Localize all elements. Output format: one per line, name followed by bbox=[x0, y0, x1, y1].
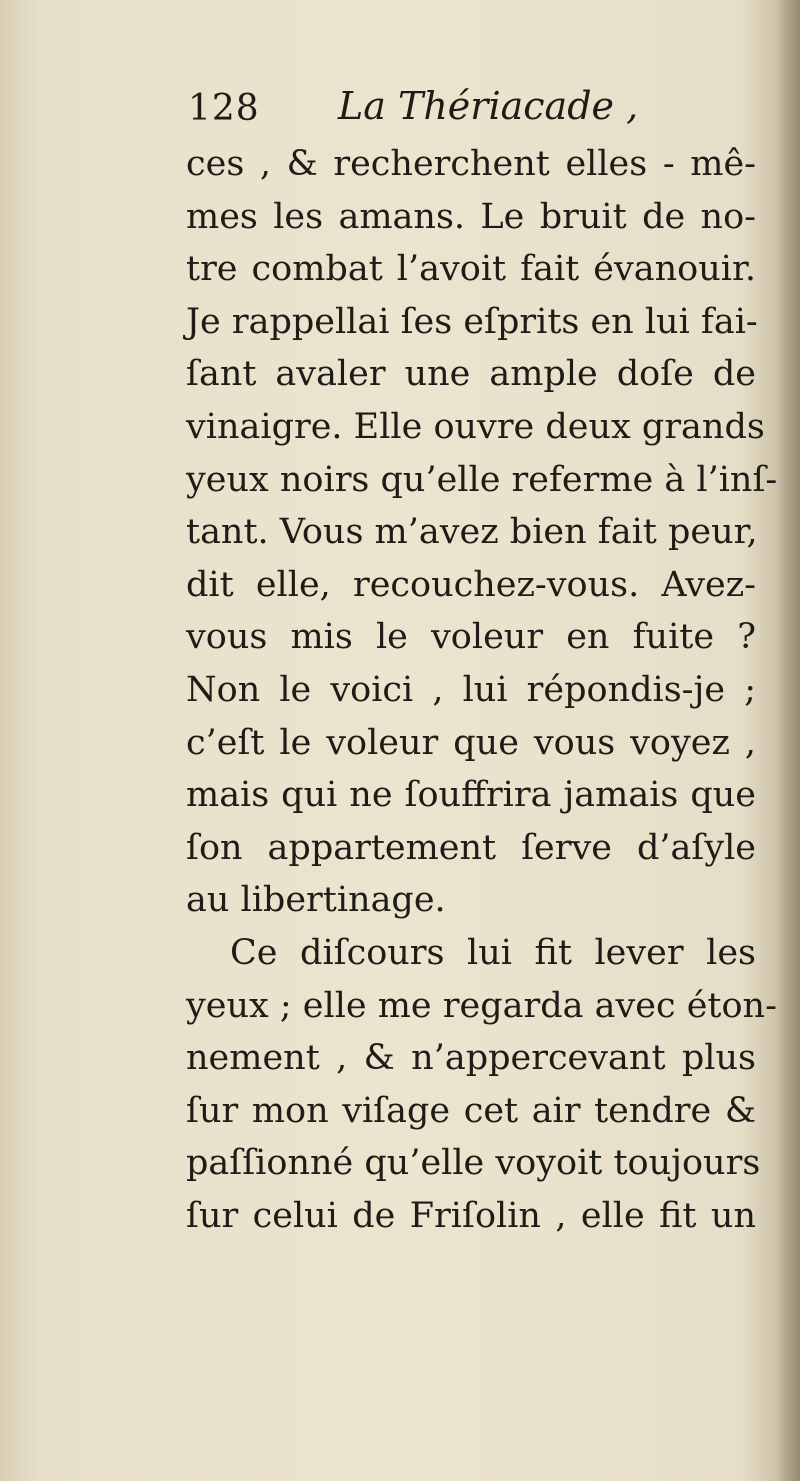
text-line: mais qui ne ſouffrira jamais que bbox=[186, 775, 756, 816]
text-line: tant. Vous m’avez bien fait peur, bbox=[186, 512, 758, 553]
text-line: vous mis le voleur en fuite ? bbox=[186, 617, 756, 658]
text-line: vinaigre. Elle ouvre deux grands bbox=[186, 406, 765, 447]
text-line: dit elle, recouchez-vous. Avez- bbox=[186, 564, 756, 605]
page-edge-shadow bbox=[778, 0, 800, 1481]
text-line: mes les amans. Le bruit de no- bbox=[186, 196, 756, 237]
text-line: ſant avaler une ample doſe de bbox=[186, 354, 756, 395]
text-line: au libertinage. bbox=[186, 880, 446, 921]
text-line: ſon appartement ſerve d’aſyle bbox=[186, 827, 756, 868]
text-line: c’eſt le voleur que vous voyez , bbox=[186, 722, 756, 763]
text-line: Non le voici , lui répondis-je ; bbox=[186, 669, 756, 710]
text-line: nement , & n’appercevant plus bbox=[186, 1038, 756, 1079]
text-line: ſur celui de Friſolin , elle fit un bbox=[186, 1195, 756, 1236]
text-line: yeux noirs qu’elle referme à l’inſ- bbox=[186, 459, 778, 500]
running-title: La Thériacade , bbox=[338, 84, 639, 128]
text-line: ſur mon viſage cet air tendre & bbox=[186, 1090, 756, 1131]
page-number: 128 bbox=[188, 88, 260, 129]
text-line: yeux ; elle me regarda avec éton- bbox=[186, 985, 777, 1026]
page-header bbox=[188, 78, 748, 138]
text-line: tre combat l’avoit fait évanouir. bbox=[186, 249, 756, 290]
text-line: ces , & recherchent elles - mê- bbox=[186, 144, 756, 184]
text-line: Je rappellai ſes eſprits en lui fai- bbox=[186, 301, 758, 342]
text-line: paſſionné qu’elle voyoit toujours bbox=[186, 1143, 761, 1184]
body-text bbox=[186, 138, 778, 1242]
text-line: Ce diſcours lui fit lever les bbox=[230, 932, 756, 973]
